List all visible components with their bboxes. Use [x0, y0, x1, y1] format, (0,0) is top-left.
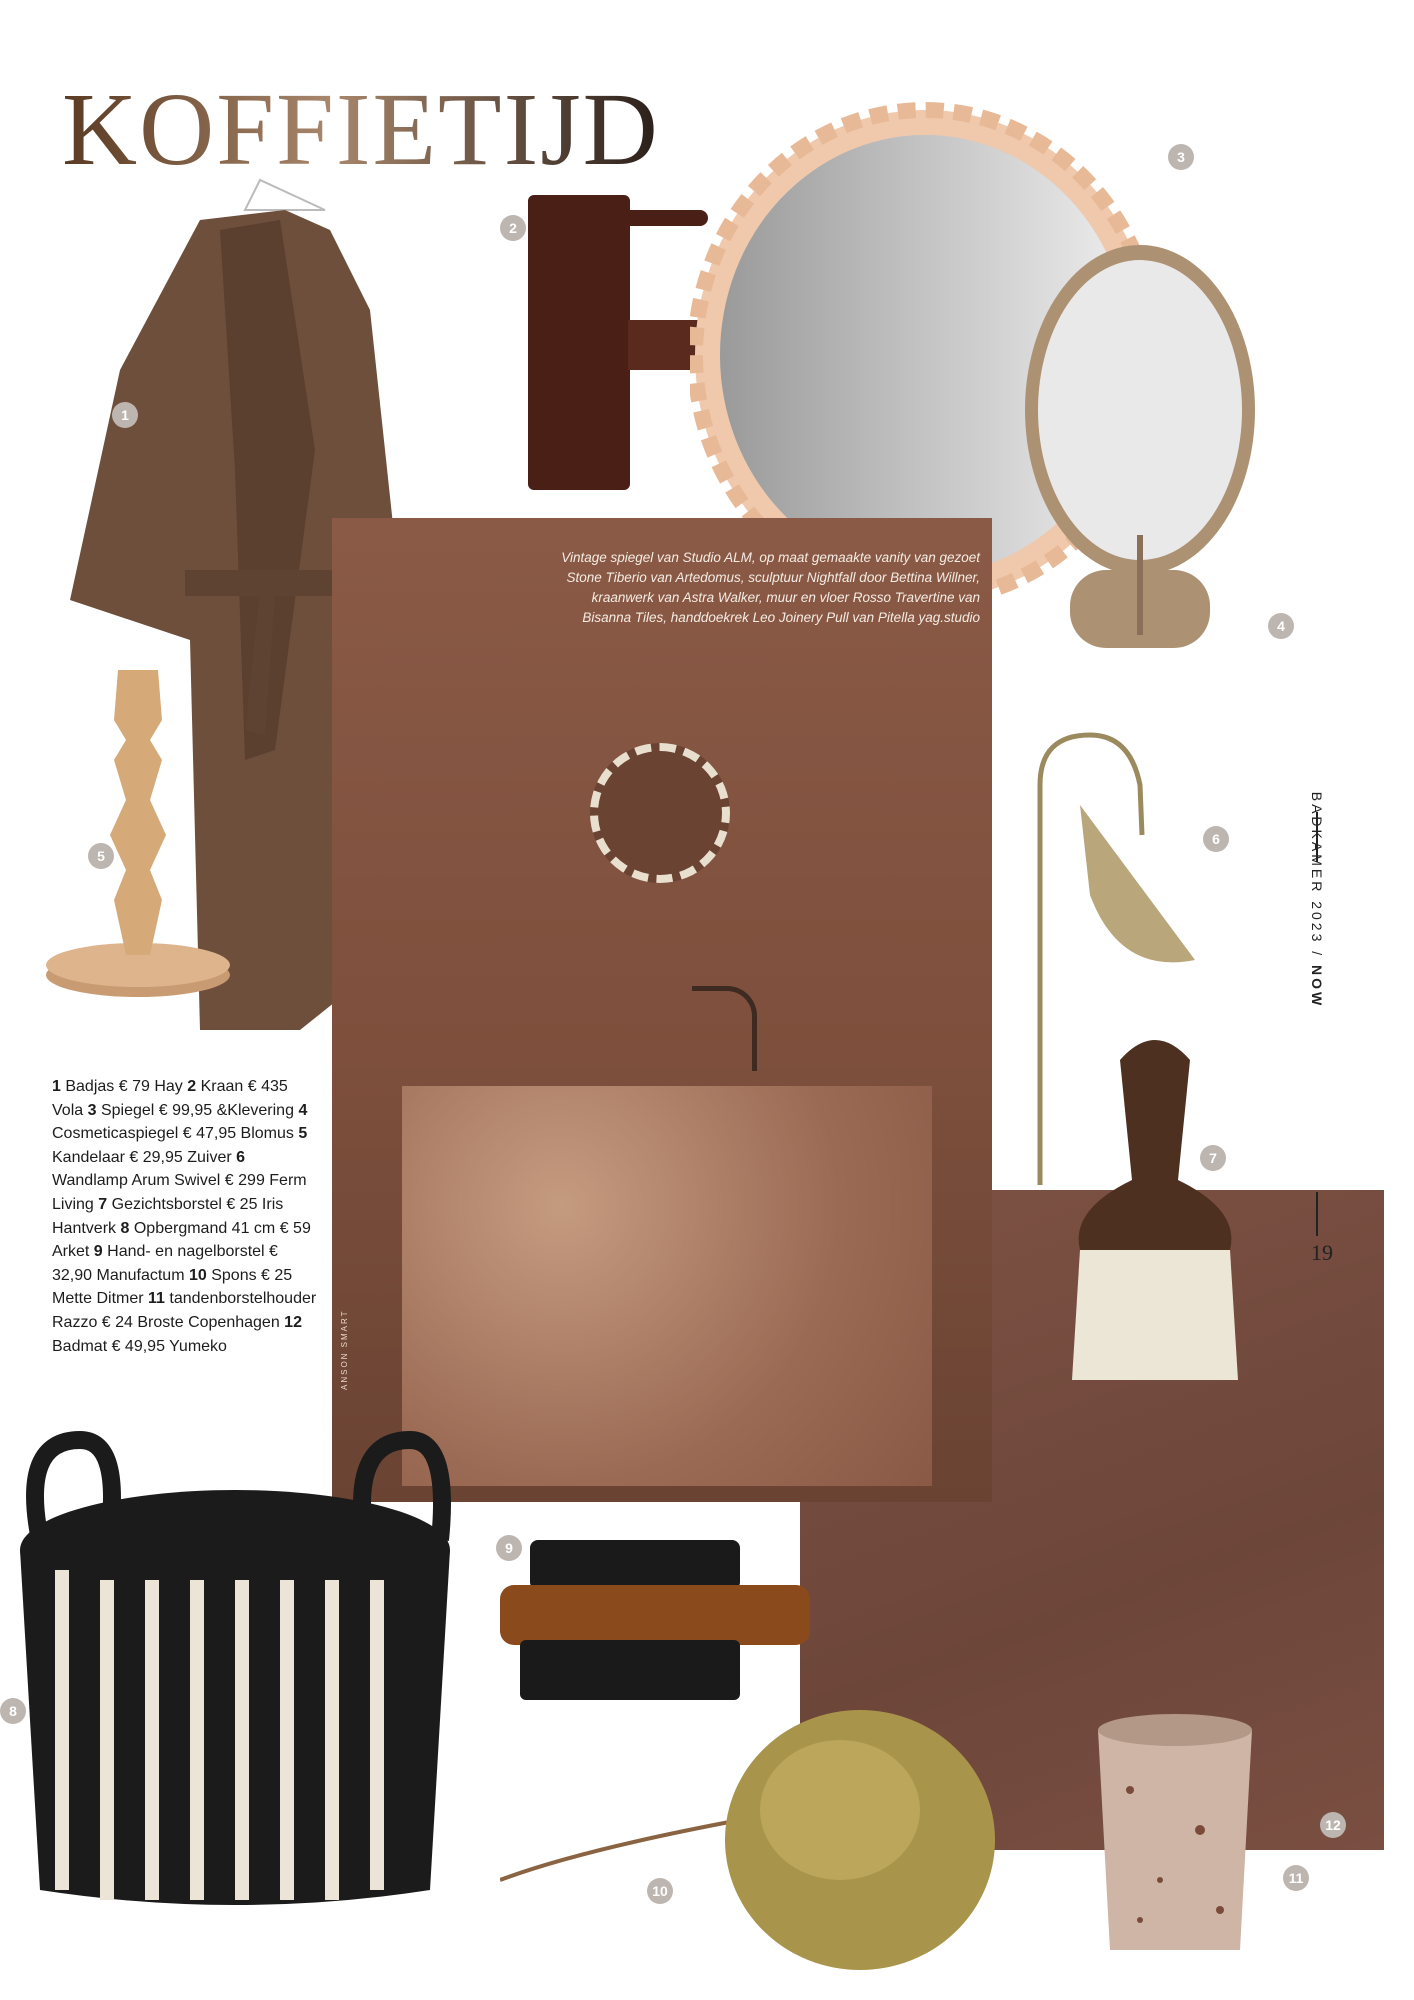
item-number-11: 11 [1283, 1865, 1309, 1891]
credit-item: 4 Cosmeticaspiegel € 47,95 Blomus [52, 1101, 308, 1143]
round-mirror-image [590, 743, 730, 883]
item-number-12: 12 [1320, 1812, 1346, 1838]
sponge-image [500, 1700, 1020, 1990]
toothbrush-holder-image [1090, 1710, 1260, 1965]
bathroom-photo [332, 518, 992, 1502]
item-number-5: 5 [88, 843, 114, 869]
product-credits [52, 1075, 320, 1358]
photo-caption: Vintage spiegel van Studio ALM, op maat gemaakte vanity van gezoet Stone Tiberio van Artedomus, sculptuur Nightfall door Bettina Willner, kraanwerk van Astra Walker, muur en vloer Rosso Travertine van Bisanna Tiles, handdoekrek Leo Joinery Pull van Pitella yag.studio [561, 550, 980, 625]
nail-brush-image [490, 1530, 820, 1710]
item-number-3: 3 [1168, 144, 1194, 170]
credit-item: 8 Opbergmand 41 cm € 59 Arket [52, 1219, 311, 1261]
photo-credit: ANSON SMART [340, 1309, 349, 1390]
item-number-4: 4 [1268, 613, 1294, 639]
credit-item: 5 Kandelaar € 29,95 Zuiver [52, 1125, 308, 1166]
item-number-6: 6 [1203, 826, 1229, 852]
item-number-1: 1 [112, 402, 138, 428]
credit-item: 12 Badmat € 49,95 Yumeko [52, 1313, 302, 1355]
credit-item: 2 Kraan € 435 Vola [52, 1078, 288, 1119]
item-number-8: 8 [0, 1698, 26, 1724]
page-title: KOFFIETIJD [62, 72, 660, 187]
credit-item: 6 Wandlamp Arum Swivel € 299 Ferm Living [52, 1148, 307, 1213]
marble-vanity-image [402, 1086, 932, 1486]
credit-item: 1 Badjas € 79 Hay [52, 1078, 183, 1095]
credit-item: 11 tandenborstelhouder Razzo € 24 Broste Copenhagen [52, 1290, 317, 1331]
candle-holder-image [38, 660, 238, 1005]
tap-image [692, 986, 757, 1071]
face-brush-image [1060, 1020, 1250, 1390]
cosmetic-mirror-image [1015, 235, 1265, 670]
section-label: BADKAMER 2023 / NOW [1309, 791, 1325, 1009]
page-number: 19 [1311, 1240, 1333, 1265]
side-rule-bottom [1316, 1192, 1318, 1236]
item-number-2: 2 [500, 215, 526, 241]
storage-basket-image [10, 1420, 465, 1920]
credit-item: 3 Spiegel € 99,95 &Klevering [87, 1101, 294, 1119]
credit-item: 7 Gezichtsborstel € 25 Iris Hantverk [52, 1195, 284, 1237]
item-number-10: 10 [647, 1878, 673, 1904]
item-number-9: 9 [496, 1535, 522, 1561]
item-number-7: 7 [1200, 1145, 1226, 1171]
credit-item: 9 Hand- en nagelborstel € 32,90 Manufactum [52, 1243, 278, 1284]
credit-item: 10 Spons € 25 Mette Ditmer [52, 1266, 293, 1308]
